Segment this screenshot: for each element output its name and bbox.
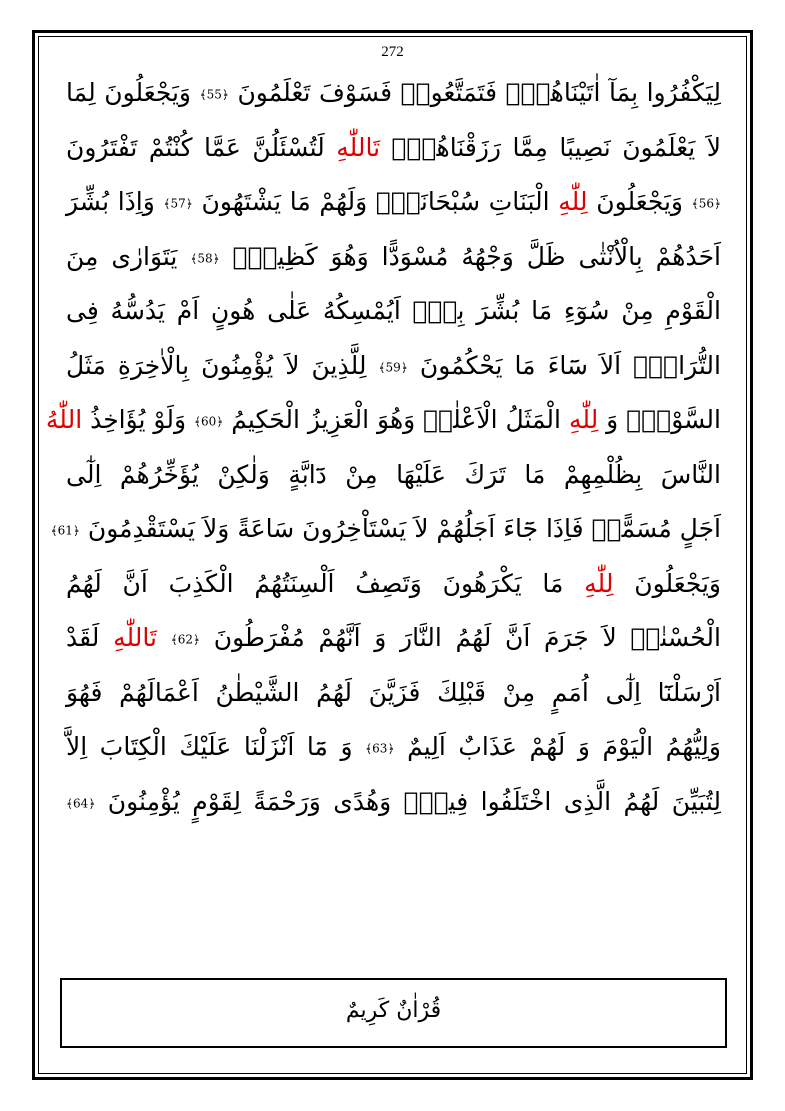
quran-text-block	[45, 66, 721, 829]
divine-name: لِلّٰهِ	[568, 405, 599, 434]
verse-line	[66, 230, 721, 285]
verse-text: التُّرَابِۜ اَلاَ سَٓاءَ مَا يَحْكُمُونَ	[407, 350, 721, 380]
verse-text: اَرْسَلْنَٓا اِلٰٓى اُمَمٍ مِنْ قَبْلِكَ فَزَيَّنَ لَهُمُ الشَّيْطٰنُ اَعْمَالَهُمْ فَهُوَ	[66, 677, 721, 707]
verse-text: الْقَوْمِ مِنْ سُوٓءِ مَا بُشِّرَ بِهٖۜ اَيُمْسِكُهُ عَلٰى هُونٍ اَمْ يَدُسُّهُ فِى	[66, 296, 721, 325]
verse-line	[66, 175, 721, 230]
verse-text: اَجَلٍ مُسَمًّىۚ فَاِذَا جَٓاءَ اَجَلُهُمْ لاَ يَسْتَاْخِرُونَ سَاعَةً وَلاَ يَسْتَقْدِمُونَ	[79, 514, 721, 543]
verse-line	[66, 775, 721, 830]
ayah-number-marker: ﴿55﴾	[199, 87, 229, 102]
verse-text: وَيَجْعَلُونَ	[587, 187, 692, 216]
verse-text: لَتُسْئَلُنَّ عَمَّا كُنْتُمْ تَفْتَرُونَ	[66, 132, 337, 162]
footer-title: قُرْاٰنٌ كَرِيمٌ	[345, 998, 442, 1023]
verse-text: وَاِذَا بُشِّرَ	[66, 187, 164, 216]
verse-text: الْبَنَاتِ سُبْحَانَهُۙ وَلَهُمْ مَا يَشْتَهُونَ	[192, 187, 559, 216]
verse-text: يَتَوَارٰى مِنَ	[66, 241, 191, 271]
verse-line	[66, 121, 721, 176]
page-number: 272	[381, 44, 404, 60]
divine-name: اللّٰهُ	[45, 405, 83, 434]
verse-text: اَحَدُهُمْ بِالْاُنْثٰى ظَلَّ وَجْهُهُ مُسْوَدًّا وَهُوَ كَظِيمٌۚ	[219, 241, 721, 271]
verse-text: وَلَوْ يُؤَاخِذُ	[82, 405, 194, 434]
footer-box	[60, 978, 727, 1048]
verse-text: الْمَثَلُ الْاَعْلٰىۜ وَهُوَ الْعَزِيزُ الْحَكِيمُ	[223, 405, 569, 434]
divine-name: تَاللّٰهِ	[113, 623, 157, 652]
verse-text: السَّوْءِۚ وَ	[598, 405, 721, 434]
ayah-number-marker: ﴿59﴾	[378, 359, 408, 374]
verse-line	[66, 339, 721, 394]
verse-text: وَ مَٓا اَنْزَلْنَا عَلَيْكَ الْكِتَابَ اِلاَّ	[66, 732, 366, 761]
verse-line	[50, 502, 721, 557]
verse-text: لَقَدْ	[66, 623, 114, 652]
verse-text: لِتُبَيِّنَ لَهُمُ الَّذِى اخْتَلَفُوا فِيهِۙ وَهُدًى وَرَحْمَةً لِقَوْمٍ يُؤْمِنُونَ	[95, 786, 721, 816]
verse-line	[45, 393, 721, 448]
verse-line	[66, 448, 721, 503]
verse-text: لِيَكْفُرُوا بِمَآ اٰتَيْنَاهُمْۜ فَتَمَتَّعُواۗ فَسَوْفَ تَعْلَمُونَ	[228, 78, 721, 107]
divine-name: تَاللّٰهِ	[336, 132, 381, 162]
verse-text: وَيَجْعَلُونَ لِمَا	[66, 78, 200, 107]
divine-name: لِلّٰهِ	[584, 568, 614, 598]
divine-name: لِلّٰهِ	[558, 187, 588, 216]
ayah-number-marker: ﴿60﴾	[193, 414, 224, 429]
ayah-number-marker: ﴿64﴾	[66, 795, 96, 810]
verse-line	[66, 720, 721, 775]
verse-line	[66, 284, 721, 339]
verse-line	[66, 611, 721, 666]
ayah-number-marker: ﴿63﴾	[365, 741, 395, 756]
ayah-number-marker: ﴿62﴾	[170, 632, 201, 647]
ayah-number-marker: ﴿56﴾	[691, 196, 721, 211]
verse-text: وَلِيُّهُمُ الْيَوْمَ وَ لَهُمْ عَذَابٌ اَلِيمٌ	[394, 732, 721, 761]
verse-line	[66, 557, 721, 612]
ayah-number-marker: ﴿58﴾	[190, 250, 220, 265]
verse-text: الْحُسْنٰىۜ لاَ جَرَمَ اَنَّ لَهُمُ النَّارَ وَ اَنَّهُمْ مُفْرَطُونَ	[200, 623, 721, 652]
verse-text: وَيَجْعَلُونَ	[613, 568, 721, 598]
verse-text	[157, 623, 171, 652]
verse-text: لاَ يَعْلَمُونَ نَصِيبًا مِمَّا رَزَقْنَاهُمْۜ	[380, 132, 721, 162]
verse-line	[66, 666, 721, 721]
verse-text: مَا يَكْرَهُونَ وَتَصِفُ اَلْسِنَتُهُمُ الْكَذِبَ اَنَّ لَهُمُ	[66, 568, 585, 598]
verse-text: النَّاسَ بِظُلْمِهِمْ مَا تَرَكَ عَلَيْهَا مِنْ دَٓابَّةٍ وَلٰكِنْ يُؤَخِّرُهُمْ اِلٰٓى	[66, 459, 721, 489]
verse-text: لِلَّذِينَ لاَ يُؤْمِنُونَ بِالْاٰخِرَةِ مَثَلُ	[66, 350, 379, 380]
ayah-number-marker: ﴿61﴾	[50, 523, 80, 538]
ayah-number-marker: ﴿57﴾	[163, 196, 193, 211]
verse-line	[66, 66, 721, 121]
